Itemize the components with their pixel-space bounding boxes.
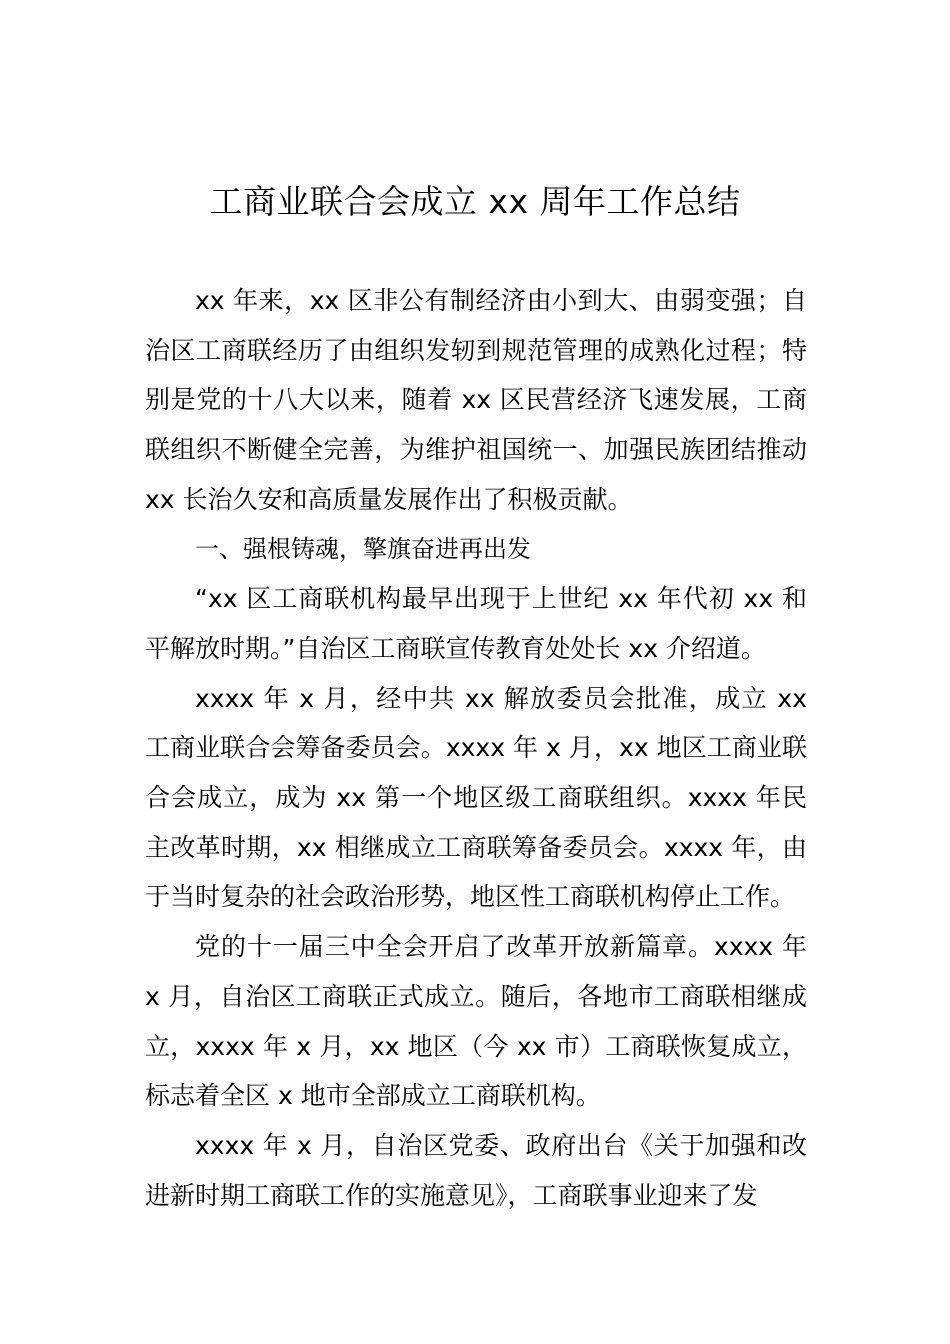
paragraph-intro: xx 年来，xx 区非公有制经济由小到大、由弱变强；自治区工商联经历了由组织发轫到规范管理的成熟化过程；特别是党的十八大以来，随着 xx 区民营经济飞速发展，工商联组织不断健全完善，为维护祖国统一、加强民族团结推动 xx 长治久安和高质量发展作出了积极贡献。 [145,286,807,514]
document-body [145,276,807,1220]
paragraph-reform: 党的十一届三中全会开启了改革开放新篇章。xxxx 年 x 月，自治区工商联正式成立。随后，各地市工商联相继成立，xxxx 年 x 月，xx 地区（今 xx 市）工商联恢复成立，标志着全区 x 地市全部成立工商联机构。 [145,932,807,1111]
section-heading-1: 一、强根铸魂，擎旗奋进再出发 [195,534,531,563]
document-title: 工商业联合会成立 xx 周年工作总结 [209,182,741,221]
paragraph-quote: “xx 区工商联机构最早出现于上世纪 xx 年代初 xx 和平解放时期。”自治区工商联宣传教育处处长 xx 介绍道。 [145,584,807,663]
paragraph-history: xxxx 年 x 月，经中共 xx 解放委员会批准，成立 xx 工商业联合会筹备委员会。xxxx 年 x 月，xx 地区工商业联合会成立，成为 xx 第一个地区级工商联组织。xxxx 年民主改革时期，xx 相继成立工商联筹备委员会。xxxx 年，由于当时复杂的社会政治形势，地区性工商联机构停止工作。 [145,683,807,912]
paragraph-policy: xxxx 年 x 月，自治区党委、政府出台《关于加强和改进新时期工商联工作的实施意见》，工商联事业迎来了发 [145,1130,807,1210]
